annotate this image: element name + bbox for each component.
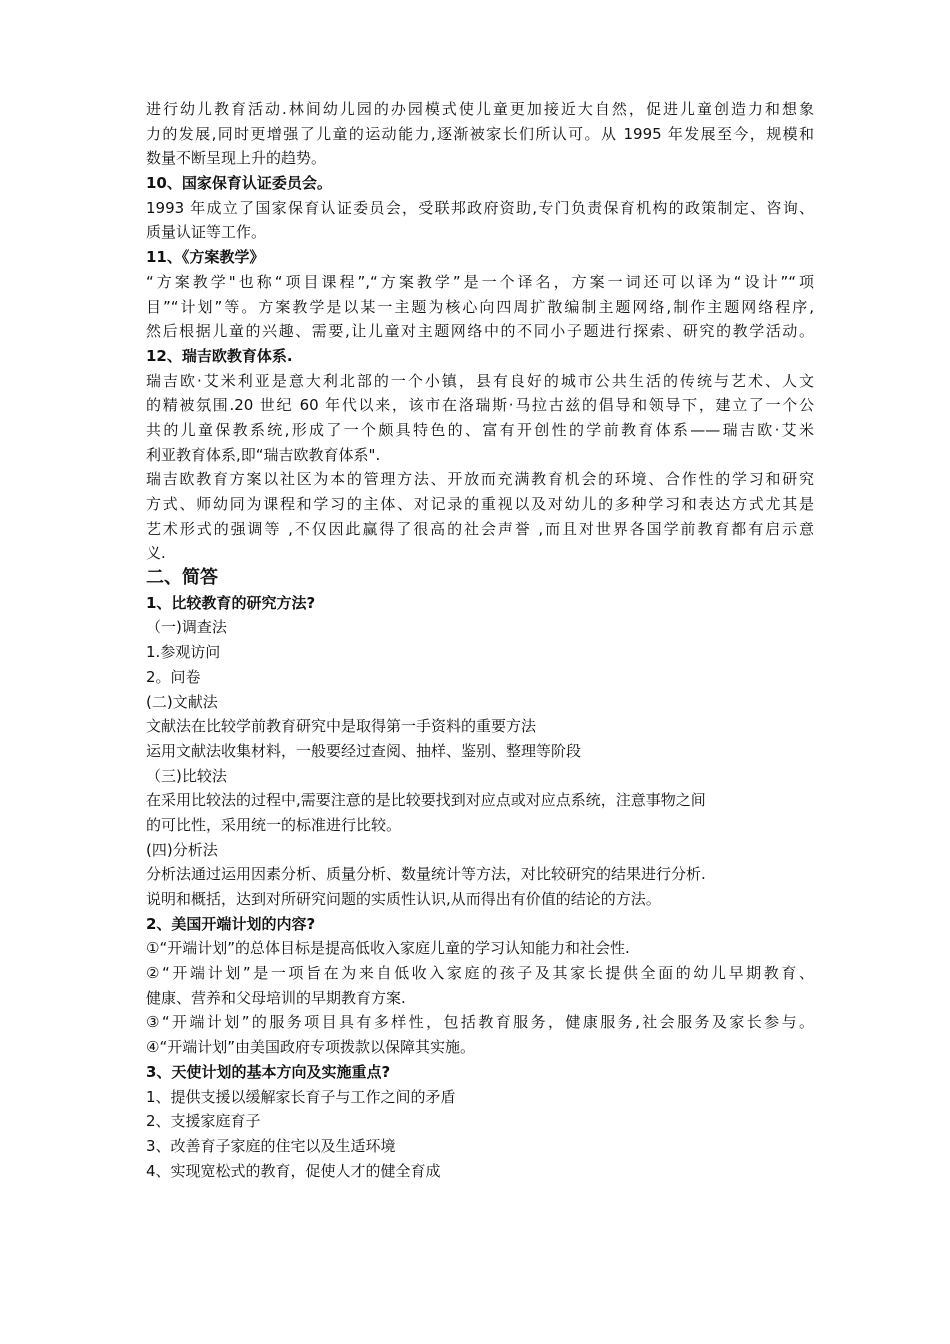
heading-line: 10、国家保育认证委员会。: [146, 174, 332, 193]
text-line: 利亚教育体系,即“瑞吉欧教育体系".: [146, 445, 381, 464]
text-line: 在采用比较法的过程中,需要注意的是比较要找到对应点或对应点系统，注意事物之间: [146, 791, 706, 810]
text-line: 力的发展,同时更增强了儿童的运动能力,逐渐被家长们所认可。从 1995 年发展至今，规模和: [146, 124, 814, 143]
text-line: 目”“计划”等。方案教学是以某一主题为核心向四周扩散编制主题网络,制作主题网络程序,: [146, 297, 814, 316]
text-line: 瑞吉欧教育方案以社区为本的管理方法、开放而充满教育机会的环境、合作性的学习和研究: [146, 470, 814, 489]
text-line: 说明和概括，达到对所研究问题的实质性认识,从而得出有价值的结论的方法。: [146, 890, 661, 908]
text-line: 2。问卷: [146, 667, 201, 686]
text-line: ③“开端计划”的服务项目具有多样性，包括教育服务，健康服务,社会服务及家长参与。: [146, 1013, 814, 1032]
section-title: 二、简答: [146, 567, 218, 589]
text-line: （一)调查法: [146, 618, 227, 637]
text-line: 3、改善育子家庭的住宅以及生适环境: [146, 1136, 396, 1155]
text-line: 瑞吉欧·艾米利亚是意大利北部的一个小镇，县有良好的城市公共生活的传统与艺术、人文: [146, 371, 814, 390]
text-line: 义.: [146, 544, 166, 563]
text-line: ④“开端计划”由美国政府专项拨款以保障其实施。: [146, 1038, 475, 1057]
text-line: 的精被氛围.20 世纪 60 年代以来，该市在洛瑞斯·马拉古兹的倡导和领导下，建立了一个公: [146, 396, 814, 415]
text-line: 分析法通过运用因素分析、质量分析、数量统计等方法，对比较研究的结果进行分析.: [146, 865, 706, 884]
text-line: 2、支援家庭育子: [146, 1112, 261, 1131]
text-line: 数量不断呈现上升的趋势。: [146, 149, 327, 168]
text-line: 健康、营养和父母培训的早期教育方案.: [146, 988, 406, 1007]
text-line: 方式、师幼同为课程和学习的主体、对记录的重视以及对幼儿的多种学习和表达方式尤其是: [146, 495, 814, 513]
text-line: (四)分析法: [146, 840, 218, 859]
heading-line: 2、美国开端计划的内容?: [146, 914, 316, 933]
text-line: 运用文献法收集材料，一般要经过查阅、抽样、鉴别、整理等阶段: [146, 741, 582, 760]
text-line: 艺术形式的强调等 ,不仅因此赢得了很高的社会声誉 ,而且对世界各国学前教育都有启示意: [146, 519, 814, 538]
text-line: 文献法在比较学前教育研究中是取得第一手资料的重要方法: [146, 717, 537, 736]
text-line: ①“开端计划”的总体目标是提高低收入家庭儿童的学习认知能力和社会性.: [146, 939, 630, 958]
text-line: 的可比性，采用统一的标准进行比较。: [146, 815, 402, 834]
text-line: 1.参观访问: [146, 643, 221, 662]
text-line: ②“开端计划”是一项旨在为来自低收入家庭的孩子及其家长提供全面的幼儿早期教育、: [146, 964, 814, 983]
heading-line: 1、比较教育的研究方法?: [146, 593, 316, 612]
text-line: （三)比较法: [146, 766, 227, 785]
text-line: 1、提供支援以缓解家长育子与工作之间的矛盾: [146, 1087, 456, 1106]
heading-line: 12、瑞吉欧教育体系.: [146, 346, 293, 365]
text-line: (二)文献法: [146, 692, 218, 711]
document-page: [146, 97, 814, 1183]
text-line: 进行幼儿教育活动.林间幼儿园的办园模式使儿童更加接近大自然，促进儿童创造力和想象: [146, 100, 814, 118]
text-line: 1993 年成立了国家保育认证委员会，受联邦政府资助,专门负责保育机构的政策制定、咨询、: [146, 198, 814, 217]
heading-line: 11、《方案教学》: [146, 248, 265, 267]
text-line: 质量认证等工作。: [146, 223, 267, 242]
text-line: 共的儿童保教系统,形成了一个颇具特色的、富有开创性的学前教育体系——瑞吉欧·艾米: [146, 420, 814, 439]
heading-line: 3、天使计划的基本方向及实施重点?: [146, 1062, 391, 1081]
text-line: 然后根据儿童的兴趣、需要,让儿童对主题网络中的不同小子题进行探索、研究的教学活动。: [146, 322, 814, 341]
text-line: “方案教学"也称“项目课程”,“方案教学”是一个译名，方案一词还可以译为“设计”“项: [146, 272, 814, 291]
text-line: 4、实现宽松式的教育，促使人才的健全育成: [146, 1161, 441, 1180]
